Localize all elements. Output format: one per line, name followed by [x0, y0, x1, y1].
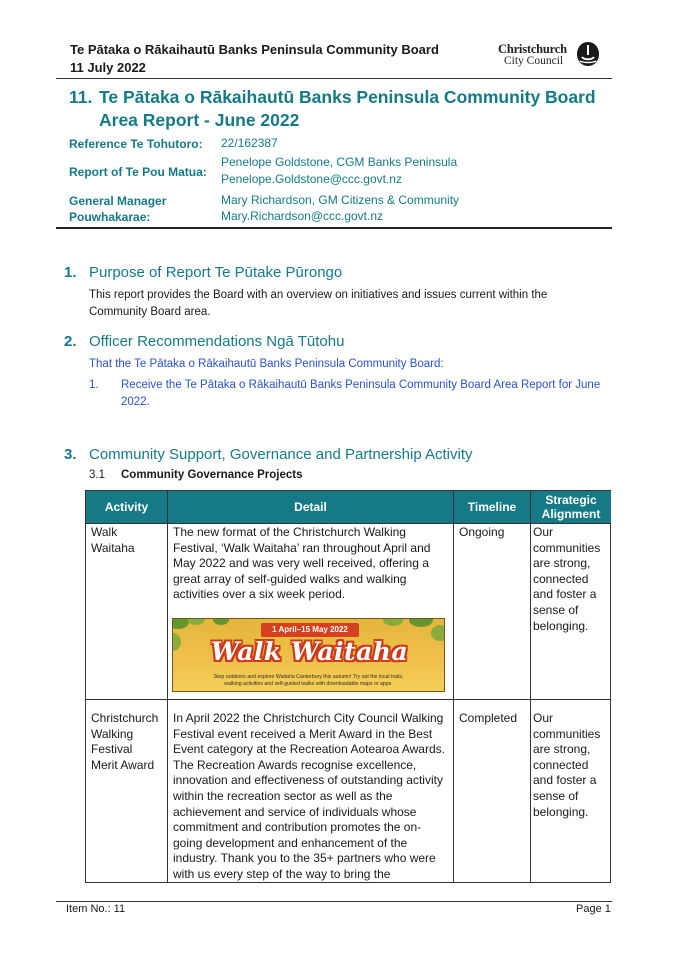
- column-divider: [530, 491, 531, 882]
- table-row-1-detail: [173, 525, 451, 603]
- alignment-line: are strong,: [533, 742, 591, 757]
- board-title: Te Pātaka o Rākaihautū Banks Peninsula Community Board: [70, 42, 439, 57]
- section-2-heading: Officer Recommendations Ngā Tūtohu: [89, 333, 345, 350]
- detail-line: commitment and contribution promotes the on-: [173, 820, 422, 835]
- leaf-decoration: [431, 625, 445, 641]
- section-3-number: 3.: [64, 446, 77, 463]
- footer-page-number: Page 1: [576, 903, 611, 915]
- alignment-line: connected: [533, 571, 589, 586]
- reference-label: Reference Te Tohutoro:: [69, 137, 203, 151]
- alignment-line: and foster a: [533, 587, 597, 602]
- alignment-line: sense of: [533, 602, 579, 617]
- activity-line: Merit Award: [91, 757, 155, 772]
- council-logo: [498, 41, 602, 69]
- header-alignment: [531, 491, 611, 523]
- detail-line: achievement and service of individuals whose: [173, 804, 417, 819]
- alignment-line: communities: [533, 540, 601, 555]
- gm-name: Mary Richardson, GM Citizens & Community: [221, 193, 460, 207]
- banner-logo-text: Walk Waitaha: [210, 637, 409, 666]
- detail-line: within the recreation sector as well as the: [173, 788, 393, 803]
- header-detail: Detail: [168, 491, 453, 523]
- walk-waitaha-banner: [172, 618, 445, 692]
- gm-label-line-2: Pouwhakarae:: [69, 210, 151, 224]
- section-1-number: 1.: [64, 264, 77, 281]
- alignment-line: connected: [533, 757, 589, 772]
- column-divider: [453, 491, 454, 882]
- header-timeline: Timeline: [454, 491, 530, 523]
- banner-tagline-line-1: Step outdoors and explore Waitaha Canterbury this autumn! Try out the local trails,: [213, 674, 404, 680]
- header-alignment-line-1: Strategic: [545, 493, 597, 507]
- recommendation-number: 1.: [89, 379, 99, 391]
- detail-line: May 2022 and was very well received, offering a: [173, 556, 429, 571]
- table-row-2-timeline: Completed: [459, 711, 518, 725]
- logo-line-2: City Council: [504, 55, 564, 67]
- gm-email[interactable]: Mary.Richardson@ccc.govt.nz: [221, 209, 384, 223]
- alignment-line: are strong,: [533, 556, 591, 571]
- alignment-line: sense of: [533, 788, 579, 803]
- column-divider: [167, 491, 168, 882]
- banner-tagline-line-2: walking activities and self-guided walks with downloadable maps or apps.: [224, 680, 393, 687]
- reference-value: 22/162387: [221, 136, 278, 150]
- meta-divider: [56, 227, 612, 229]
- banner-tagline: [173, 674, 444, 687]
- alignment-line: Our: [533, 711, 554, 725]
- table-row-1-alignment: [533, 525, 609, 634]
- logo-line-1: Christchurch: [498, 42, 567, 56]
- section-1-body-line-1: This report provides the Board with an overview on initiatives and issues current within the: [89, 289, 548, 301]
- leaf-decoration: [383, 618, 403, 626]
- activity-line: Walking: [91, 726, 134, 741]
- header-alignment-line-2: Alignment: [541, 507, 601, 521]
- table-row-1-timeline: Ongoing: [459, 525, 505, 539]
- detail-line: Festival, ‘Walk Waitaha’ ran throughout April and: [173, 540, 431, 555]
- detail-line: going development and enhancement of the: [173, 835, 408, 850]
- header-activity: Activity: [86, 491, 167, 523]
- item-number: 11.: [69, 87, 93, 107]
- report-title-text: Te Pātaka o Rākaihautū Banks Peninsula Community Board Area Report - June 2022: [99, 87, 596, 130]
- leaf-decoration: [213, 618, 229, 625]
- header-divider: [56, 78, 612, 79]
- detail-line: The Recreation Awards recognise excellence,: [173, 757, 417, 772]
- report-of-name: Penelope Goldstone, CGM Banks Peninsula: [221, 155, 458, 169]
- alignment-line: and foster a: [533, 773, 597, 788]
- detail-line: Festival event received a Merit Award in the Best: [173, 726, 433, 741]
- section-1-heading: Purpose of Report Te Pūtake Pūrongo: [89, 264, 343, 281]
- subsection-number: 3.1: [89, 469, 105, 481]
- section-2-number: 2.: [64, 333, 77, 350]
- section-1-body-line-2: Community Board area.: [89, 306, 211, 318]
- report-of-email[interactable]: Penelope.Goldstone@ccc.govt.nz: [221, 172, 402, 186]
- leaf-decoration: [172, 633, 181, 651]
- alignment-line: Our: [533, 525, 554, 539]
- council-emblem-icon: [576, 41, 600, 67]
- table-row-2-alignment: [533, 711, 609, 820]
- section-3-heading: Community Support, Governance and Partnership Activity: [89, 446, 473, 463]
- report-of-label: Report of Te Pou Matua:: [69, 165, 207, 179]
- row-divider: [86, 699, 610, 700]
- gm-label-line-1: General Manager: [69, 194, 167, 208]
- activity-line: Waitaha: [91, 540, 135, 555]
- detail-line: In April 2022 the Christchurch City Council Walking: [173, 711, 444, 725]
- activity-line: Festival: [91, 742, 133, 757]
- table-row-2-detail: [173, 711, 453, 883]
- footer-divider: [56, 901, 612, 902]
- recommendation-intro: That the Te Pātaka o Rākaihautū Banks Peninsula Community Board:: [89, 358, 444, 370]
- table-row-2-activity: [91, 711, 158, 773]
- row-divider: [86, 523, 610, 524]
- detail-line: activities over a six week period.: [173, 587, 346, 602]
- banner-date-range: 1 April–15 May 2022: [261, 623, 359, 637]
- detail-line: innovation and effectiveness of outstanding activity: [173, 773, 443, 788]
- alignment-line: belonging.: [533, 618, 589, 633]
- activity-line: Christchurch: [91, 711, 159, 725]
- leaf-decoration: [409, 618, 433, 627]
- detail-line: great array of self-guided walks and walking: [173, 571, 407, 586]
- meeting-date: 11 July 2022: [70, 60, 146, 75]
- table-row-1-activity: [91, 525, 135, 556]
- detail-line: with us every step of the way to bring the: [173, 866, 391, 881]
- detail-line: Event category at the Recreation Aotearoa Awards.: [173, 742, 445, 757]
- detail-line: industry. Thank you to the 35+ partners who were: [173, 851, 436, 866]
- alignment-line: belonging.: [533, 804, 589, 819]
- recommendation-line-1: Receive the Te Pātaka o Rākaihautū Banks Peninsula Community Board Area Report for June: [121, 379, 601, 391]
- detail-line: The new format of the Christchurch Walking: [173, 525, 406, 539]
- recommendation-line-2: 2022.: [121, 396, 150, 408]
- leaf-decoration: [187, 618, 205, 625]
- alignment-line: communities: [533, 726, 601, 741]
- activity-line: Walk: [91, 525, 118, 539]
- subsection-heading: Community Governance Projects: [121, 469, 303, 481]
- footer-item-number: Item No.: 11: [66, 903, 126, 915]
